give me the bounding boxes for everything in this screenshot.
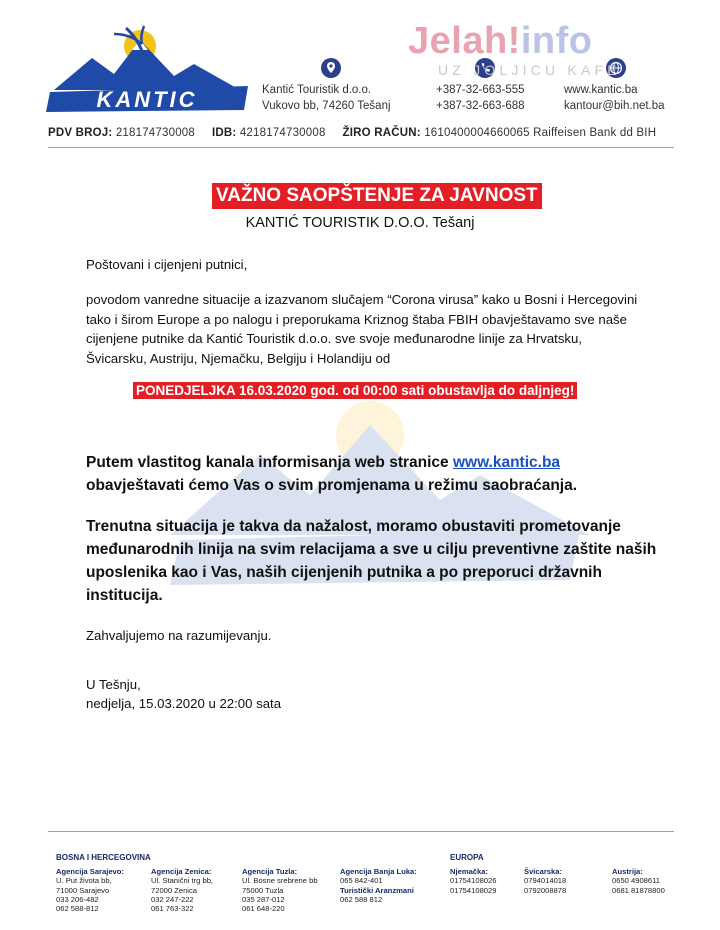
agency-name: Švicarska: [524,867,562,876]
agency-name: Agencija Banja Luka: [340,867,417,876]
agency-line: 01754108026 [450,876,497,886]
phone-number-2: +387-32-663-688 [436,100,525,112]
agency-line: 061 763-322 [151,904,194,914]
idb-value: 4218174730008 [239,127,326,139]
agency-name: Agencija Zenica: [151,867,212,876]
agency-line: 0650 4908611 [612,876,661,886]
pdv-label: PDV BROJ: [48,127,113,139]
email-text: kantour@bih.net.ba [564,100,665,112]
web-para-start: Putem vlastitog kanala informisanja web stranice [86,454,453,471]
footer-region-bih: BOSNA I HERCEGOVINA [56,853,151,862]
agency-name: Njemačka: [450,867,488,876]
header-divider [48,147,674,148]
jelah-info-watermark [408,20,698,80]
agency-line: 72000 Zenica [151,885,198,895]
agency-line: Ul. Bosne srebrene bb [242,876,318,886]
suspension-notice: PONEDJELJKA 16.03.2020 god. od 00:00 sati obustavlja do daljnjeg! [133,382,577,399]
agency-line: 0794014018 [524,876,567,886]
agency-austria [612,867,665,895]
agency-zenica [151,867,213,913]
phone-number-1: +387-32-663-555 [436,84,525,96]
web-info [564,82,665,114]
location-pin-icon [321,58,341,78]
agency-line: 71000 Sarajevo [56,885,110,895]
agency-line: Ul. Stanični trg bb, [151,876,214,886]
agency-line: 0681 81878800 [612,885,665,895]
agency-germany [450,867,496,895]
agency-banja-luka [340,867,417,904]
company-name: Kantić Touristik d.o.o. [262,84,372,96]
announcement-title: VAŽNO SAOPŠTENJE ZA JAVNOST [212,183,542,209]
website-text: www.kantic.ba [564,84,638,96]
agency-line: 75000 Tuzla [242,885,284,895]
date-line: nedjelja, 15.03.2020 u 22:00 sata [86,696,282,711]
watermark-exclamation: ! [507,20,521,62]
agency-tuzla [242,867,318,913]
logo-wordmark: KANTIC [96,87,198,112]
thanks-line: Zahvaljujemo na razumijevanju. [86,628,272,643]
agency-line: 01754108029 [450,885,497,895]
agency-line: Turistički Aranzmani [340,885,414,895]
company-address: Vukovo bb, 74260 Tešanj [262,100,391,112]
place-line: U Tešnju, [86,677,141,692]
company-info [262,82,391,114]
agency-line: 062 588-812 [56,904,99,914]
ziro-label: ŽIRO RAČUN: [342,127,421,139]
pdv-value: 218174730008 [115,127,195,139]
greeting: Poštovani i cijenjeni putnici, [86,257,248,272]
announcement-subtitle: KANTIĆ TOURISTIK D.O.O. Tešanj [245,215,475,231]
watermark-tagline: UZ JOLJICU KAFE [438,62,621,78]
watermark-info: info [520,20,593,62]
agency-switzerland [524,867,566,895]
web-para-end: obavještavati ćemo Vas o svim promjenama u režimu saobraćanja. [86,477,578,494]
agency-line: 0792008878 [524,885,567,895]
idb-label: IDB: [211,127,237,139]
agency-line: 035 287-012 [242,894,285,904]
agency-line: 062 588 812 [340,894,383,904]
situation-paragraph: Trenutna situacija je takva da nažalost, moramo obustaviti prometovanje međunarodnih linija na svim relacijama a sve u cilju preventivne zaštite naših uposlenika kao i Vas, naših cijenjenih putnika a po preporuci državnih institucija. [86,518,657,604]
agency-line: U. Put života bb, [56,876,112,886]
intro-paragraph: povodom vanredne situacije a izazvanom slučajem “Corona virusa” kako u Bosni i Hercegovini tako i širom Europe a po nalogu i preporukama Kriznog štaba FBIH obavještavamo sve naše cijenjene putnike da Kantić Touristik d.o.o. sve svoje međunarodne linije za Hrvatsku, Švicarsku, Austriju, Njemačku, Belgiju i Holandiju od [86,292,638,366]
agency-name: Agencija Sarajevo: [56,867,124,876]
kantic-website-link[interactable]: www.kantic.ba [452,454,561,471]
watermark-jelah: Jelah [408,20,508,62]
footer-divider [48,831,674,832]
footer-region-europe: EUROPA [450,853,484,862]
ziro-value: 1610400004660065 Raiffeisen Bank dd BIH [424,127,657,139]
phone-info [436,82,525,114]
agency-line: 032 247-222 [151,894,194,904]
agency-line: 065 842-401 [340,876,383,886]
agency-line: 061 648-220 [242,904,285,914]
agency-line: 033 206-482 [56,894,99,904]
agency-name: Austrija: [612,867,643,876]
registration-line [48,127,656,139]
kantic-logo [44,20,254,112]
agency-name: Agencija Tuzla: [242,867,298,876]
agency-sarajevo [56,867,124,913]
web-info-paragraph [86,451,661,497]
